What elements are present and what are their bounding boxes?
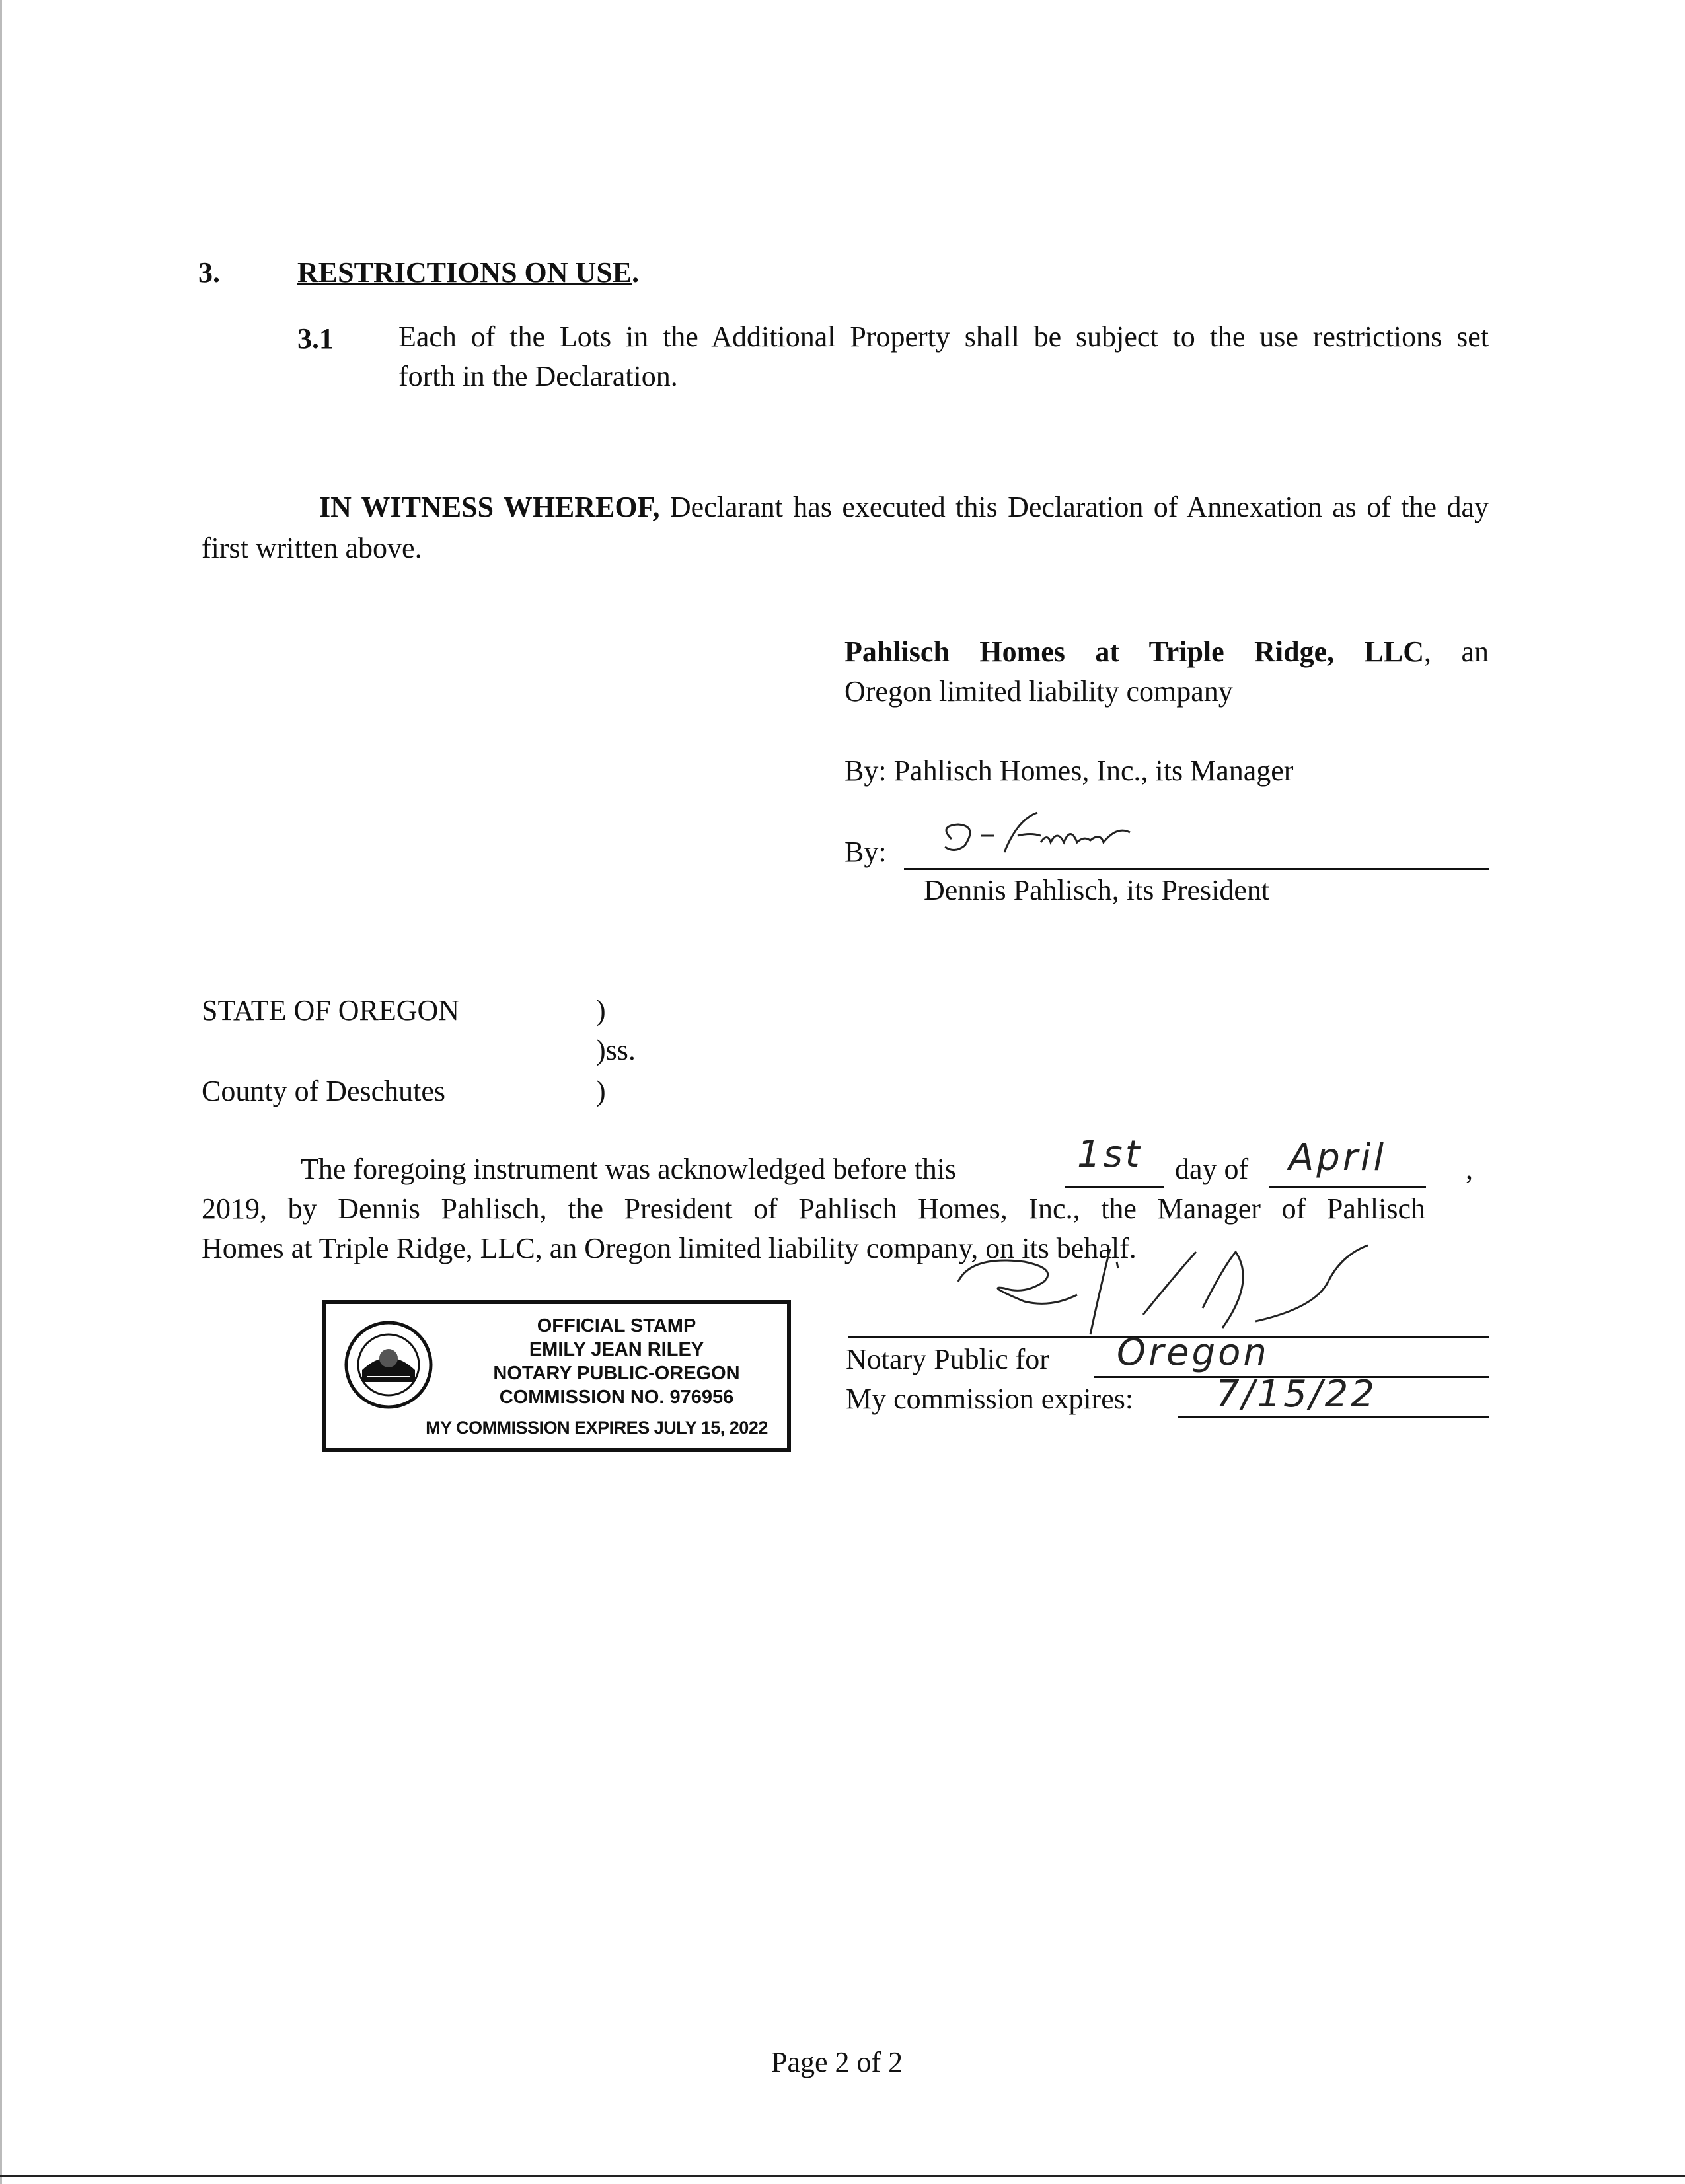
subsection-text-line1: Each of the Lots in the Additional Property shall be subject to the use restrictions set <box>398 320 1489 353</box>
venue-ss: )ss. <box>596 1034 636 1066</box>
signature-line <box>904 868 1489 870</box>
ack-month-handwritten: April <box>1289 1136 1386 1179</box>
page-number: Page 2 of 2 <box>771 2046 903 2078</box>
ack-part3: , <box>1466 1153 1473 1185</box>
witness-line1: IN WITNESS WHEREOF, Declarant has executed this Declaration of Annexation as of the day <box>319 491 1489 523</box>
ack-month-line <box>1269 1186 1426 1188</box>
ack-part1: The foregoing instrument was acknowledged before this <box>301 1153 957 1185</box>
scan-edge-bottom <box>0 2175 1685 2177</box>
subsection-text-line2: forth in the Declaration. <box>398 360 678 392</box>
stamp-line-2: EMILY JEAN RILEY <box>529 1339 704 1360</box>
official-stamp <box>322 1300 791 1452</box>
signer-name: Dennis Pahlisch, its President <box>924 874 1270 906</box>
expires-handwritten: 7/15/22 <box>1216 1373 1377 1416</box>
stamp-line-5: MY COMMISSION EXPIRES JULY 15, 2022 <box>426 1418 768 1438</box>
stamp-line-3: NOTARY PUBLIC-OREGON <box>493 1363 740 1384</box>
venue-paren-2: ) <box>596 1075 606 1107</box>
ack-part2: day of <box>1175 1153 1249 1185</box>
stamp-line-1: OFFICIAL STAMP <box>537 1315 696 1336</box>
notary-for-handwritten: Oregon <box>1117 1331 1269 1374</box>
ack-line2: 2019, by Dennis Pahlisch, the President of Pahlisch Homes, Inc., the Manager of Pahlisch <box>202 1192 1425 1225</box>
ack-day-line <box>1065 1186 1164 1188</box>
company-description: Oregon limited liability company <box>844 675 1233 708</box>
by-label: By: <box>844 836 887 868</box>
ack-line3: Homes at Triple Ridge, LLC, an Oregon limited liability company, on its behalf. <box>202 1232 1137 1264</box>
stamp-line-4: COMMISSION NO. 976956 <box>499 1387 734 1408</box>
scan-edge-left <box>0 0 2 2184</box>
venue-state: STATE OF OREGON <box>202 994 460 1027</box>
notary-signature <box>945 1242 1427 1341</box>
notary-for-label: Notary Public for <box>846 1343 1049 1375</box>
venue-paren-1: ) <box>596 994 606 1027</box>
state-seal-icon <box>342 1319 435 1411</box>
company-name: Pahlisch Homes at Triple Ridge, LLC, an <box>844 636 1489 668</box>
subsection-number: 3.1 <box>297 322 334 355</box>
ack-day-handwritten: 1st <box>1077 1133 1142 1176</box>
section-title: RESTRICTIONS ON USE. <box>297 256 640 289</box>
witness-line2: first written above. <box>202 532 422 564</box>
president-signature <box>925 806 1150 865</box>
venue-county: County of Deschutes <box>202 1075 446 1107</box>
expires-label: My commission expires: <box>846 1383 1134 1415</box>
section-number: 3. <box>198 256 220 289</box>
expires-line <box>1178 1416 1489 1418</box>
by-manager: By: Pahlisch Homes, Inc., its Manager <box>844 754 1294 787</box>
